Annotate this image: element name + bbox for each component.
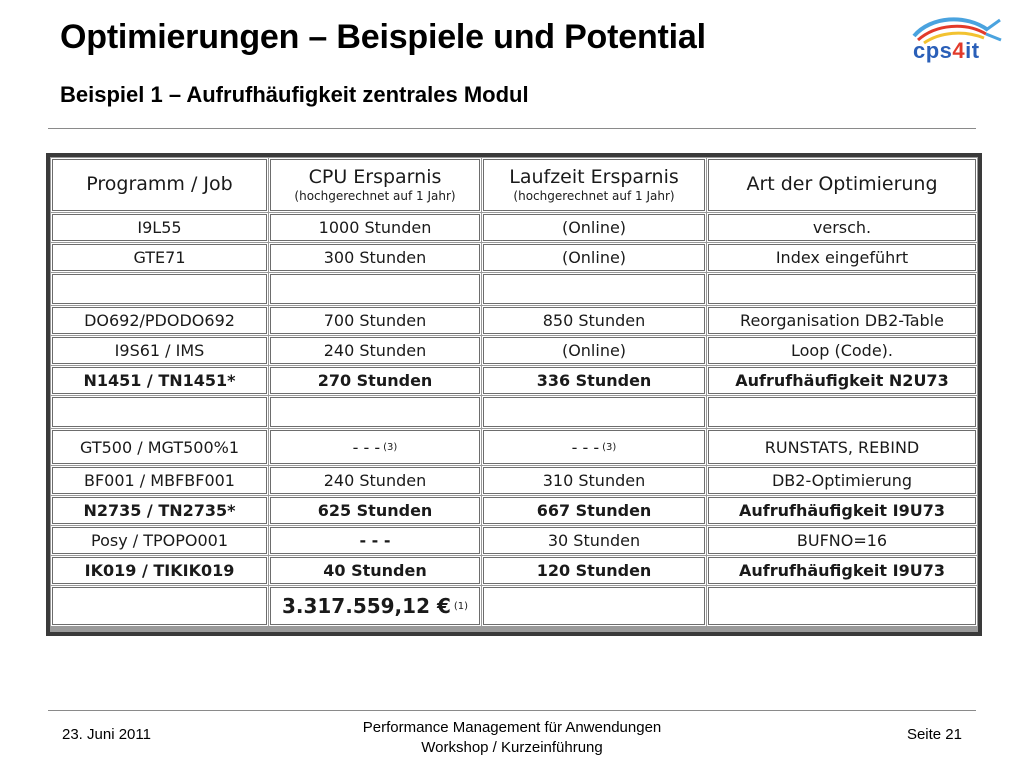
slide-subtitle: Beispiel 1 – Aufrufhäufigkeit zentrales Modul	[60, 82, 529, 107]
cell-text: - - -	[571, 437, 600, 457]
table-cell	[270, 557, 480, 584]
cell-text: 1000 Stunden	[318, 218, 432, 237]
table-cell	[52, 467, 267, 494]
table-cell	[52, 430, 267, 464]
table-cell	[52, 274, 267, 304]
table-cell	[483, 397, 705, 427]
table-cell	[708, 557, 976, 584]
table-cell	[483, 557, 705, 584]
header-label: Laufzeit Ersparnis	[509, 165, 679, 188]
table-cell	[708, 430, 976, 464]
cell-text: (Online)	[561, 341, 627, 360]
table-cell	[52, 307, 267, 334]
header-sublabel: (hochgerechnet auf 1 Jahr)	[294, 188, 456, 203]
table-cell	[483, 367, 705, 394]
cell-text: N2735 / TN2735*	[83, 501, 236, 520]
logo-wordmark: cps4it	[913, 38, 980, 63]
table-cell	[483, 307, 705, 334]
header-sublabel: (hochgerechnet auf 1 Jahr)	[513, 188, 675, 203]
cell-text: I9L55	[137, 218, 182, 237]
cell-text: Aufrufhäufigkeit I9U73	[739, 501, 945, 520]
table-cell	[52, 367, 267, 394]
table-cell	[270, 337, 480, 364]
slide-title: Optimierungen – Beispiele und Potential	[60, 18, 706, 56]
table-grid	[50, 157, 978, 632]
table-cell	[708, 244, 976, 271]
table-cell	[52, 497, 267, 524]
table-cell	[708, 367, 976, 394]
cell-text: GT500 / MGT500%1	[79, 437, 240, 457]
table-cell	[708, 467, 976, 494]
table-cell	[52, 557, 267, 584]
cell-text: 40 Stunden	[323, 561, 427, 580]
cell-text: 240 Stunden	[323, 471, 427, 490]
cell-text: 850 Stunden	[542, 311, 646, 330]
table-cell	[483, 430, 705, 464]
table-cell	[52, 214, 267, 241]
table-cell	[708, 497, 976, 524]
table-cell	[483, 274, 705, 304]
cell-text: 336 Stunden	[536, 371, 652, 390]
table-cell	[483, 587, 705, 625]
table-cell	[270, 367, 480, 394]
cell-text: GTE71	[133, 248, 186, 267]
table-cell	[52, 397, 267, 427]
table-cell	[270, 244, 480, 271]
footer-divider	[48, 710, 976, 711]
table-cell	[270, 274, 480, 304]
cell-text: N1451 / TN1451*	[83, 371, 236, 390]
footer-page-number: Seite 21	[906, 726, 962, 743]
footnote-marker: (3)	[602, 441, 617, 453]
table-cell	[483, 527, 705, 554]
cell-text: 270 Stunden	[317, 371, 433, 390]
cell-text: (Online)	[561, 218, 627, 237]
cell-text: DO692/PDODO692	[84, 311, 235, 330]
table-cell	[270, 397, 480, 427]
total-value: 3.317.559,12 €	[281, 594, 451, 618]
cell-text: 667 Stunden	[536, 501, 652, 520]
cell-text: 310 Stunden	[542, 471, 646, 490]
cell-text: RUNSTATS, REBIND	[764, 437, 920, 457]
cell-text: I9S61 / IMS	[114, 341, 205, 360]
header-label: CPU Ersparnis	[308, 165, 442, 188]
cell-text: 240 Stunden	[323, 341, 427, 360]
table-cell	[708, 337, 976, 364]
table-cell	[483, 337, 705, 364]
cell-text: Aufrufhäufigkeit N2U73	[735, 371, 949, 390]
table-cell	[483, 467, 705, 494]
cell-text: 300 Stunden	[323, 248, 427, 267]
header-divider	[48, 128, 976, 129]
cell-text: - - -	[352, 437, 381, 457]
footer-date: 23. Juni 2011	[62, 726, 151, 743]
cell-text: (Online)	[561, 248, 627, 267]
cell-text: Posy / TPOPO001	[90, 531, 229, 550]
table-cell	[708, 307, 976, 334]
cell-text: 30 Stunden	[547, 531, 641, 550]
optimization-table	[46, 153, 982, 636]
cell-text: Loop (Code).	[791, 341, 893, 360]
cell-text: 700 Stunden	[323, 311, 427, 330]
cell-text: BF001 / MBFBF001	[84, 471, 235, 490]
table-cell	[483, 244, 705, 271]
table-cell	[270, 214, 480, 241]
header-label: Programm / Job	[86, 173, 233, 196]
table-header-cell	[270, 159, 480, 211]
table-cell	[708, 214, 976, 241]
cell-text: versch.	[812, 218, 872, 237]
table-cell	[270, 497, 480, 524]
table-cell	[270, 527, 480, 554]
cell-text: Index eingeführt	[775, 248, 909, 267]
cell-text: 120 Stunden	[536, 561, 652, 580]
fish-tail	[986, 20, 1001, 40]
table-cell	[270, 430, 480, 464]
footer-title	[312, 718, 712, 758]
cell-text: DB2-Optimierung	[771, 471, 913, 490]
cell-text: Aufrufhäufigkeit I9U73	[739, 561, 945, 580]
table-cell	[270, 467, 480, 494]
table-header-cell	[52, 159, 267, 211]
header-label: Art der Optimierung	[746, 173, 938, 196]
footer-title-line2: Workshop / Kurzeinführung	[421, 739, 603, 756]
table-cell	[52, 527, 267, 554]
cell-text: Reorganisation DB2-Table	[740, 311, 944, 330]
table-cell	[483, 497, 705, 524]
table-cell	[52, 587, 267, 625]
table-cell	[708, 587, 976, 625]
total-cost-cell	[270, 587, 480, 625]
table-header-cell	[708, 159, 976, 211]
table-cell	[708, 527, 976, 554]
cell-text: BUFNO=16	[796, 531, 888, 550]
footnote-marker: (1)	[453, 600, 469, 612]
table-cell	[270, 307, 480, 334]
table-header-cell	[483, 159, 705, 211]
table-cell	[52, 337, 267, 364]
footer-title-line1: Performance Management für Anwendungen	[362, 719, 662, 736]
table-cell	[708, 274, 976, 304]
cell-text: IK019 / TIKIK019	[84, 561, 235, 580]
cell-text: - - -	[359, 531, 391, 550]
footnote-marker: (3)	[383, 441, 398, 453]
table-cell	[52, 244, 267, 271]
table-cell	[483, 214, 705, 241]
table-cell	[708, 397, 976, 427]
cell-text: 625 Stunden	[317, 501, 433, 520]
